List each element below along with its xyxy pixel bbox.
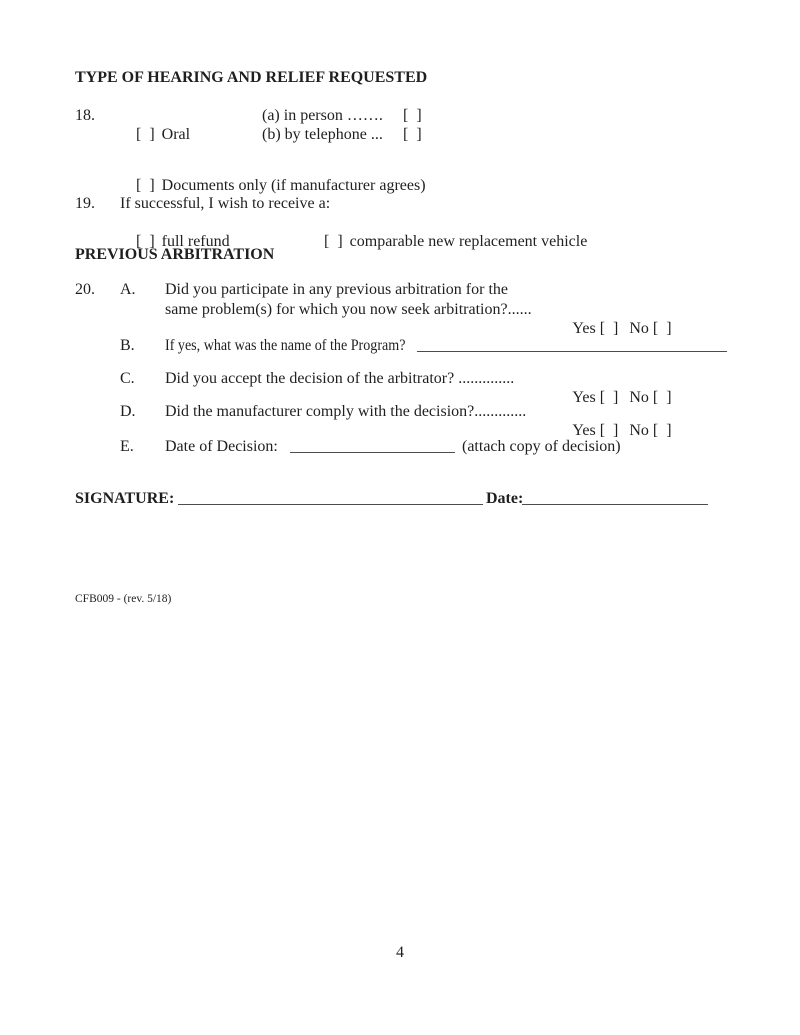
q20d-question: Did the manufacturer comply with the decision?............. <box>165 403 527 420</box>
full-refund-checkbox[interactable]: [ ] <box>136 233 157 250</box>
q20c-yes-label: Yes <box>572 389 596 406</box>
page-number: 4 <box>396 944 404 961</box>
oral-checkbox[interactable]: [ ] <box>136 126 157 143</box>
q20b-question: If yes, what was the name of the Program? <box>165 337 406 354</box>
q20d-letter: D. <box>120 403 136 420</box>
option-b-label: (b) by telephone ... <box>262 126 383 143</box>
q20c-question: Did you accept the decision of the arbitrator? .............. <box>165 370 515 387</box>
q20a-no-checkbox[interactable]: [ ] <box>652 320 674 337</box>
oral-option <box>120 106 190 163</box>
section-title-hearing: TYPE OF HEARING AND RELIEF REQUESTED <box>75 69 428 86</box>
item-19-intro: If successful, I wish to receive a: <box>120 195 331 212</box>
q20d-yes-label: Yes <box>572 422 596 439</box>
q20d-no-label: No <box>629 422 649 439</box>
in-person-checkbox[interactable]: [ ] <box>403 107 424 124</box>
q20d-no-checkbox[interactable]: [ ] <box>652 422 674 439</box>
option-a-label: (a) in person ……. <box>262 107 383 124</box>
item-19-number: 19. <box>75 195 95 212</box>
signature-date-field[interactable] <box>522 490 708 505</box>
replacement-vehicle-label: comparable new replacement vehicle <box>349 233 588 250</box>
q20a-yes-label: Yes <box>572 320 596 337</box>
q20e-label: Date of Decision: <box>165 438 278 455</box>
item-20-number: 20. <box>75 281 95 298</box>
q20d-yes-checkbox[interactable]: [ ] <box>599 422 621 439</box>
q20e-letter: E. <box>120 438 134 455</box>
form-code: CFB009 - (rev. 5/18) <box>75 593 172 605</box>
q20c-no-label: No <box>629 389 649 406</box>
decision-date-field[interactable] <box>290 438 455 453</box>
signature-field[interactable] <box>178 490 483 505</box>
signature-date-label: Date: <box>486 490 524 507</box>
by-telephone-checkbox[interactable]: [ ] <box>403 126 424 143</box>
q20a-yes-checkbox[interactable]: [ ] <box>599 320 621 337</box>
signature-label: SIGNATURE: <box>75 490 175 507</box>
q20a-question-line1: Did you participate in any previous arbitration for the <box>165 281 509 298</box>
q20a-no-label: No <box>629 320 649 337</box>
q20a-letter: A. <box>120 281 136 298</box>
q20e-note: (attach copy of decision) <box>462 438 621 455</box>
program-name-field[interactable] <box>417 337 727 352</box>
q20c-letter: C. <box>120 370 135 387</box>
documents-only-label: Documents only (if manufacturer agrees) <box>161 177 426 194</box>
q20c-no-checkbox[interactable]: [ ] <box>652 389 674 406</box>
item-18-number: 18. <box>75 107 95 124</box>
section-title-arbitration: PREVIOUS ARBITRATION <box>75 246 275 263</box>
full-refund-label: full refund <box>161 233 230 250</box>
q20a-question-line2: same problem(s) for which you now seek arbitration?...... <box>165 301 532 318</box>
replacement-vehicle-option <box>308 213 587 270</box>
q20b-letter: B. <box>120 337 135 354</box>
documents-only-checkbox[interactable]: [ ] <box>136 177 157 194</box>
oral-label: Oral <box>161 126 191 143</box>
q20c-yes-checkbox[interactable]: [ ] <box>599 389 621 406</box>
replacement-vehicle-checkbox[interactable]: [ ] <box>324 233 345 250</box>
